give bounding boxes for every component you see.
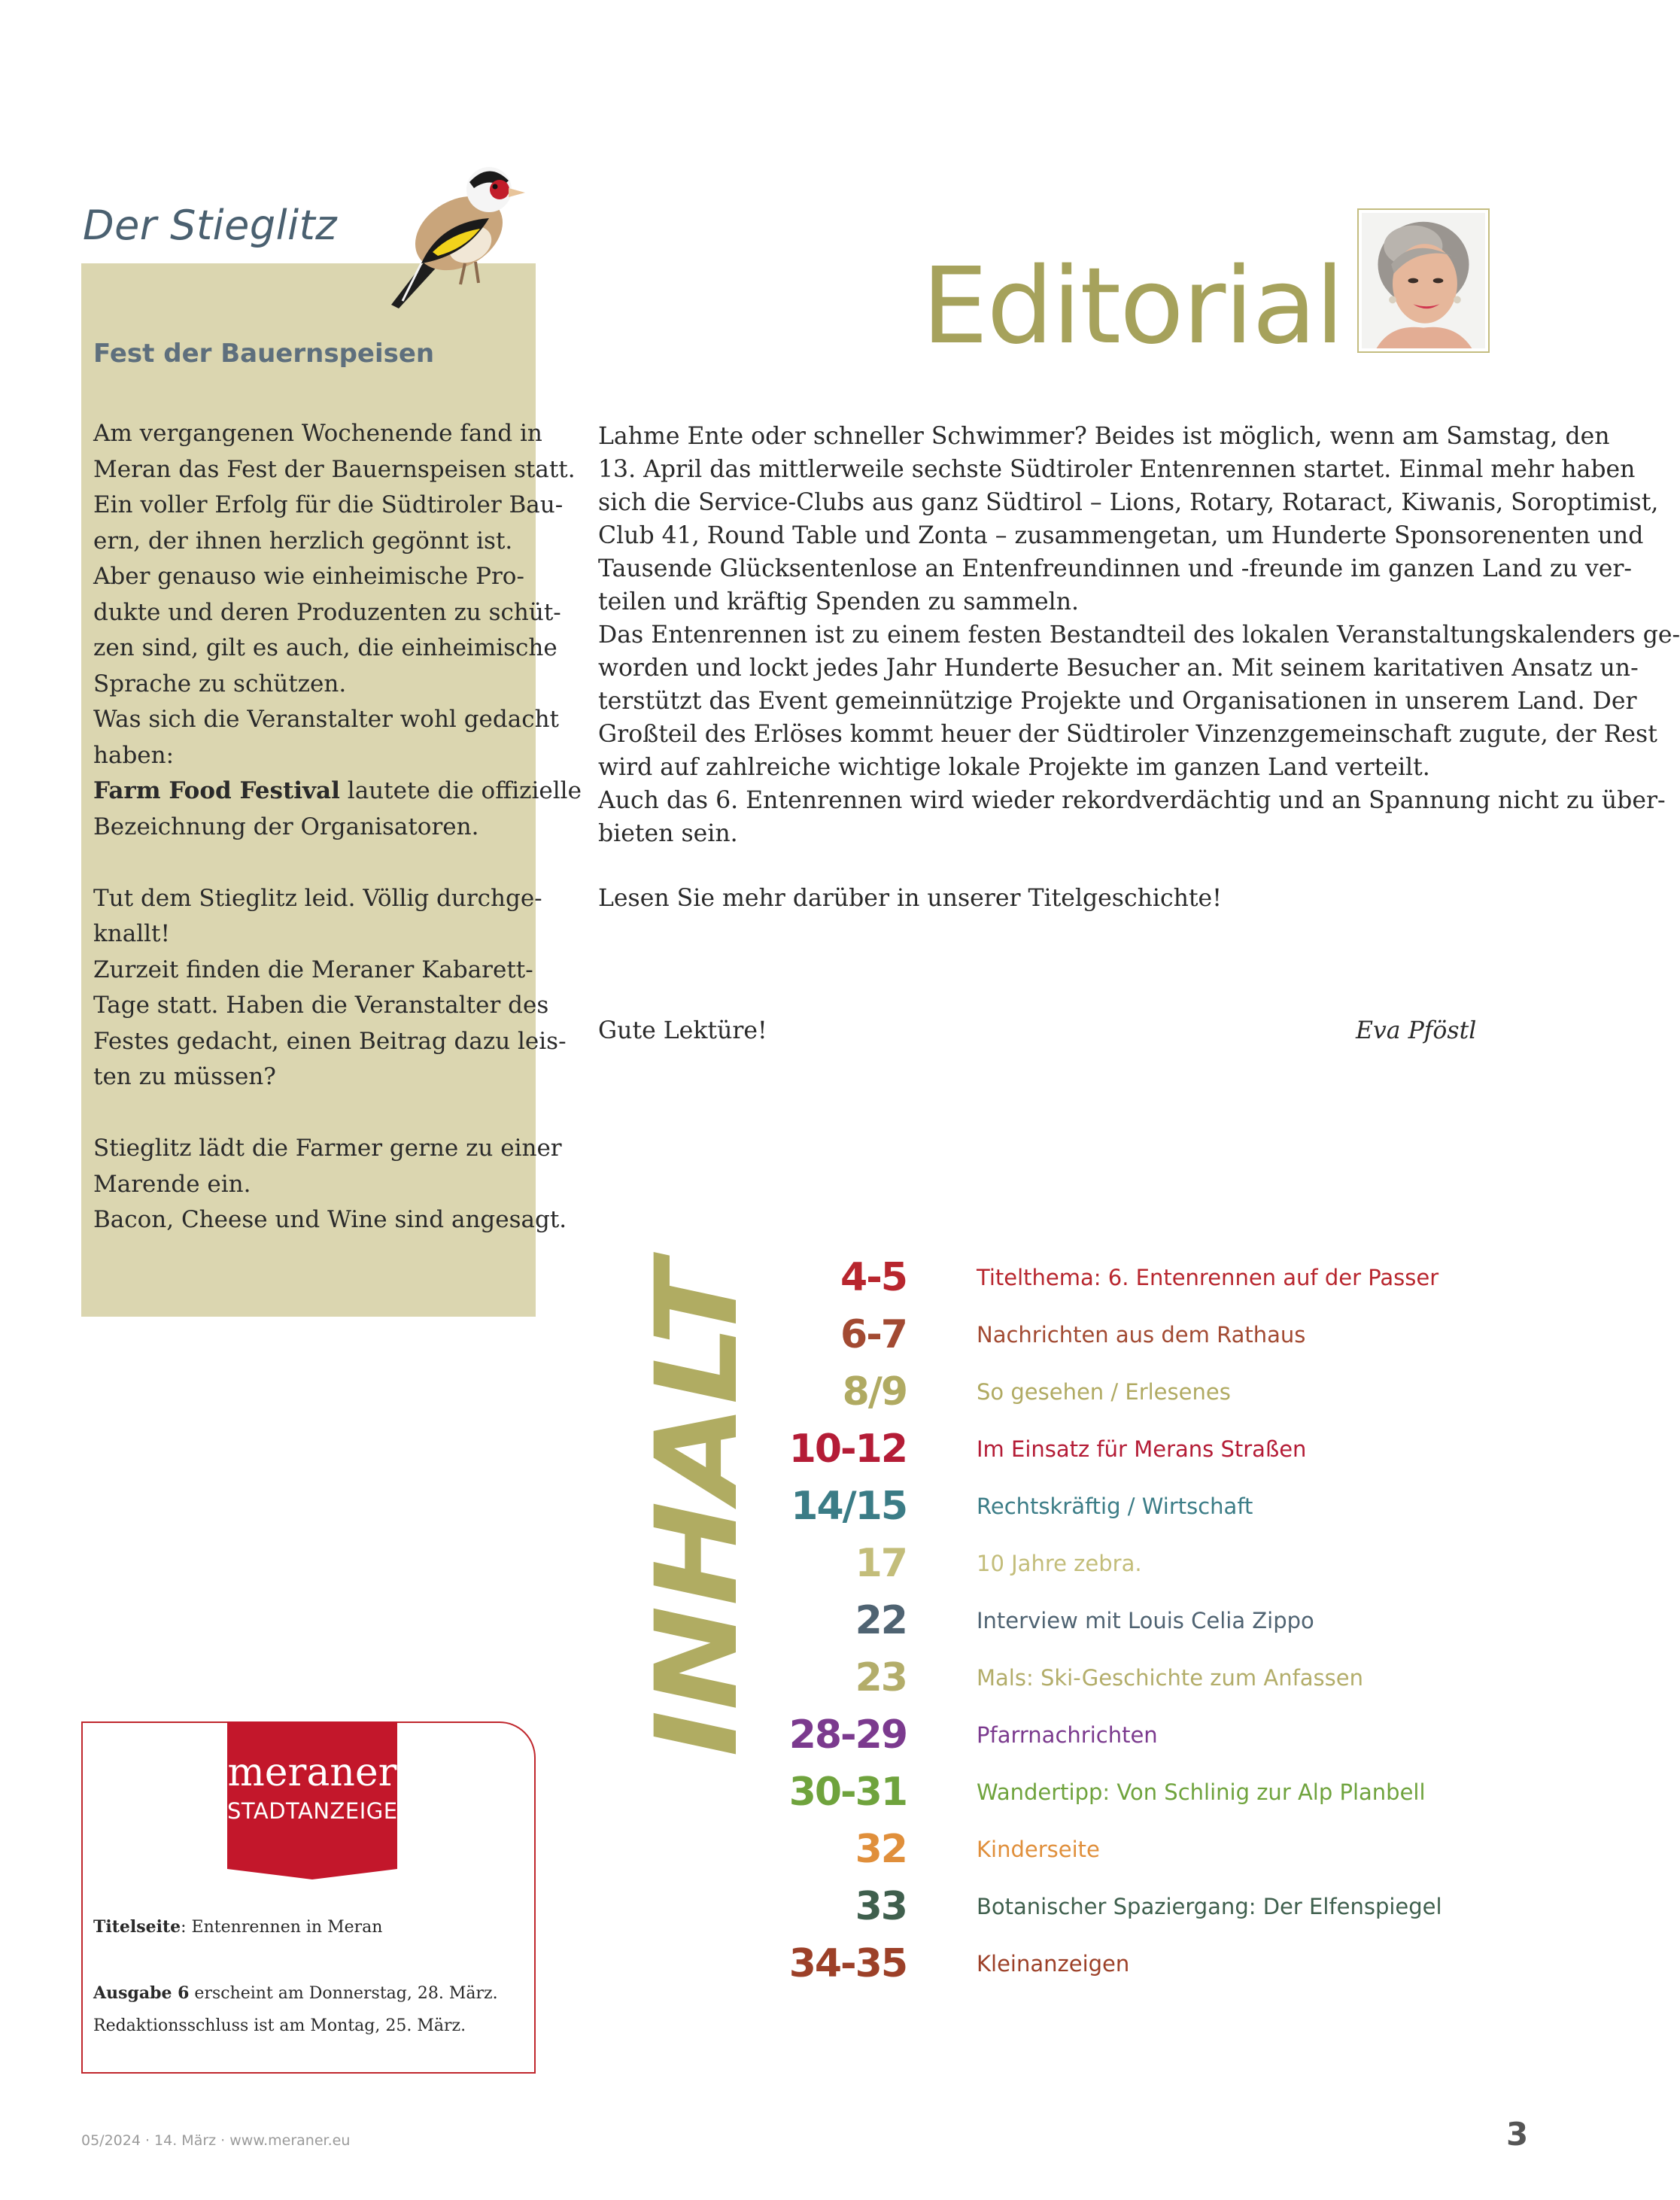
text-line: Tut dem Stieglitz leid. Völlig durchge- <box>93 884 542 912</box>
impressum-redaktionsschluss: Redaktionsschluss ist am Montag, 25. März. <box>93 2016 466 2035</box>
toc-page-number: 14/15 <box>791 1484 907 1529</box>
editorial-more: Lesen Sie mehr darüber in unserer Titelgeschichte! <box>598 885 1222 912</box>
toc-entry-title: Kleinanzeigen <box>977 1951 1130 1977</box>
text-line: ten zu müssen? <box>93 1063 276 1090</box>
text-line: dukte und deren Produzenten zu schüt- <box>93 598 561 626</box>
text-line: Was sich die Veranstalter wohl gedacht <box>93 706 560 733</box>
toc-entry <box>813 1535 1535 1592</box>
text-line: worden und lockt jedes Jahr Hunderte Besucher an. Mit seinem karitativen Ansatz un- <box>598 655 1639 682</box>
toc-entry <box>788 1764 1535 1821</box>
toc-entry <box>788 1935 1535 1992</box>
text-line: wird auf zahlreiche wichtige lokale Projekte im ganzen Land verteilt. <box>598 754 1430 781</box>
text-line: Bezeichnung der Organisatoren. <box>93 813 479 840</box>
toc-page-number: 17 <box>855 1541 907 1586</box>
text-line: Tausende Glücksentenlose an Entenfreundinnen und -freunde im ganzen Land zu ver- <box>598 555 1633 582</box>
text-line: Am vergangenen Wochenende fand in <box>93 420 542 447</box>
toc-entry-title: Nachrichten aus dem Rathaus <box>977 1322 1306 1348</box>
text-line: Großteil des Erlöses kommt heuer der Südtiroler Vinzenzgemeinschaft zugute, der Rest <box>598 721 1657 748</box>
toc-page-number: 30-31 <box>788 1770 907 1815</box>
toc-entry-title: Rechtskräftig / Wirtschaft <box>977 1494 1253 1519</box>
toc-entry-title: Wandertipp: Von Schlinig zur Alp Planbell <box>977 1779 1426 1805</box>
toc-page-number: 33 <box>855 1884 907 1929</box>
text-line: Meran das Fest der Bauernspeisen statt. <box>93 455 576 483</box>
text-line: bieten sein. <box>598 820 738 847</box>
toc-entry <box>813 1249 1535 1306</box>
toc-entry <box>813 1878 1535 1935</box>
text-line: Bacon, Cheese und Wine sind angesagt. <box>93 1206 567 1233</box>
toc-entry-title: Im Einsatz für Merans Straßen <box>977 1436 1307 1462</box>
toc-entry <box>813 1363 1535 1421</box>
text-line: 13. April das mittlerweile sechste Südtiroler Entenrennen startet. Einmal mehr haben <box>598 456 1636 483</box>
editorial-author: Eva Pföstl <box>1356 1017 1477 1044</box>
festival-name: Farm Food Festival <box>93 777 340 804</box>
text-line: zen sind, gilt es auch, die einheimische <box>93 634 557 661</box>
editorial-title: Editorial <box>922 245 1343 368</box>
logo-wordmark: meraner <box>227 1750 397 1795</box>
toc-entry-title: So gesehen / Erlesenes <box>977 1379 1231 1405</box>
toc-entry-title: Titelthema: 6. Entenrennen auf der Passer <box>977 1265 1439 1290</box>
toc-page-number: 23 <box>855 1655 907 1700</box>
toc-entry <box>813 1821 1535 1878</box>
text-line: Das Entenrennen ist zu einem festen Bestandteil des lokalen Veranstaltungskalenders ge- <box>598 621 1680 649</box>
text-line: Club 41, Round Table und Zonta – zusammengetan, um Hunderte Sponsorenenten und <box>598 522 1644 549</box>
toc-page-number: 8/9 <box>842 1369 907 1415</box>
impressum-titelseite-text: : Entenrennen in Meran <box>181 1918 383 1937</box>
toc-page-number: 4-5 <box>840 1255 907 1300</box>
toc-page-number: 22 <box>855 1598 907 1643</box>
impressum-ausgabe <box>93 1983 498 2003</box>
text-line: Marende ein. <box>93 1170 251 1198</box>
text-line: terstützt das Event gemeinnützige Projekte und Organisationen in unserem Land. Der <box>598 688 1637 715</box>
toc-entry <box>791 1478 1535 1535</box>
impressum-ausgabe-label: Ausgabe 6 <box>93 1983 190 2003</box>
text-fragment: lautete die offizielle <box>339 777 582 804</box>
goldfinch-illustration-icon <box>376 150 527 312</box>
toc-page-number: 32 <box>855 1827 907 1872</box>
toc-entry-title: Mals: Ski-Geschichte zum Anfassen <box>977 1665 1363 1691</box>
text-line: knallt! <box>93 920 170 947</box>
toc-entry <box>813 1649 1535 1706</box>
text-line <box>93 773 582 810</box>
stieglitz-text <box>93 416 582 1238</box>
editorial-body <box>598 420 1680 850</box>
text-line: Aber genauso wie einheimische Pro- <box>93 563 524 590</box>
table-of-contents <box>788 1249 1535 1992</box>
text-line: Stieglitz lädt die Farmer gerne zu einer <box>93 1135 562 1162</box>
toc-entry <box>813 1306 1535 1363</box>
footer-issue-info: 05/2024 · 14. März · www.meraner.eu <box>81 2132 351 2149</box>
text-line: Festes gedacht, einen Beitrag dazu leis- <box>93 1027 567 1055</box>
toc-entry <box>788 1421 1535 1478</box>
logo-subline: STADTANZEIGER <box>227 1798 414 1824</box>
toc-entry-title: Botanischer Spaziergang: Der Elfenspiegel <box>977 1894 1442 1919</box>
toc-entry-title: Pfarrnachrichten <box>977 1722 1158 1748</box>
page-number: 3 <box>1506 2116 1529 2153</box>
toc-page-number: 34-35 <box>788 1941 907 1986</box>
impressum-ausgabe-text: erscheint am Donnerstag, 28. März. <box>189 1984 498 2003</box>
toc-page-number: 28-29 <box>788 1712 907 1758</box>
toc-entry-title: Interview mit Louis Celia Zippo <box>977 1608 1314 1633</box>
text-line: Ein voller Erfolg für die Südtiroler Bau- <box>93 491 564 518</box>
toc-entry-title: 10 Jahre zebra. <box>977 1551 1142 1576</box>
text-line: sich die Service-Clubs aus ganz Südtirol – Lions, Rotary, Rotaract, Kiwanis, Soroptimist, <box>598 489 1659 516</box>
editorial-closing: Gute Lektüre! <box>598 1017 767 1044</box>
toc-entry <box>788 1706 1535 1764</box>
text-line: teilen und kräftig Spenden zu sammeln. <box>598 588 1080 615</box>
toc-entry-title: Kinderseite <box>977 1837 1100 1862</box>
text-line: Zurzeit finden die Meraner Kabarett- <box>93 956 533 983</box>
text-line: Auch das 6. Entenrennen wird wieder rekordverdächtig und an Spannung nicht zu über- <box>598 787 1666 814</box>
toc-page-number: 6-7 <box>840 1312 907 1357</box>
toc-entry <box>813 1592 1535 1649</box>
text-line: ern, der ihnen herzlich gegönnt ist. <box>93 527 513 555</box>
text-line: Sprache zu schützen. <box>93 670 347 697</box>
toc-page-number: 10-12 <box>788 1427 907 1472</box>
text-line: haben: <box>93 741 175 769</box>
impressum-titelseite <box>93 1917 382 1937</box>
toc-label-text: INHALT <box>632 1308 763 1757</box>
impressum-titelseite-label: Titelseite <box>93 1917 181 1937</box>
stieglitz-column-title: Der Stieglitz <box>83 202 338 249</box>
author-portrait <box>1357 208 1490 353</box>
text-line: Lahme Ente oder schneller Schwimmer? Beides ist möglich, wenn am Samstag, den <box>598 423 1610 450</box>
text-line: Tage statt. Haben die Veranstalter des <box>93 992 549 1019</box>
stieglitz-heading: Fest der Bauernspeisen <box>93 339 435 369</box>
